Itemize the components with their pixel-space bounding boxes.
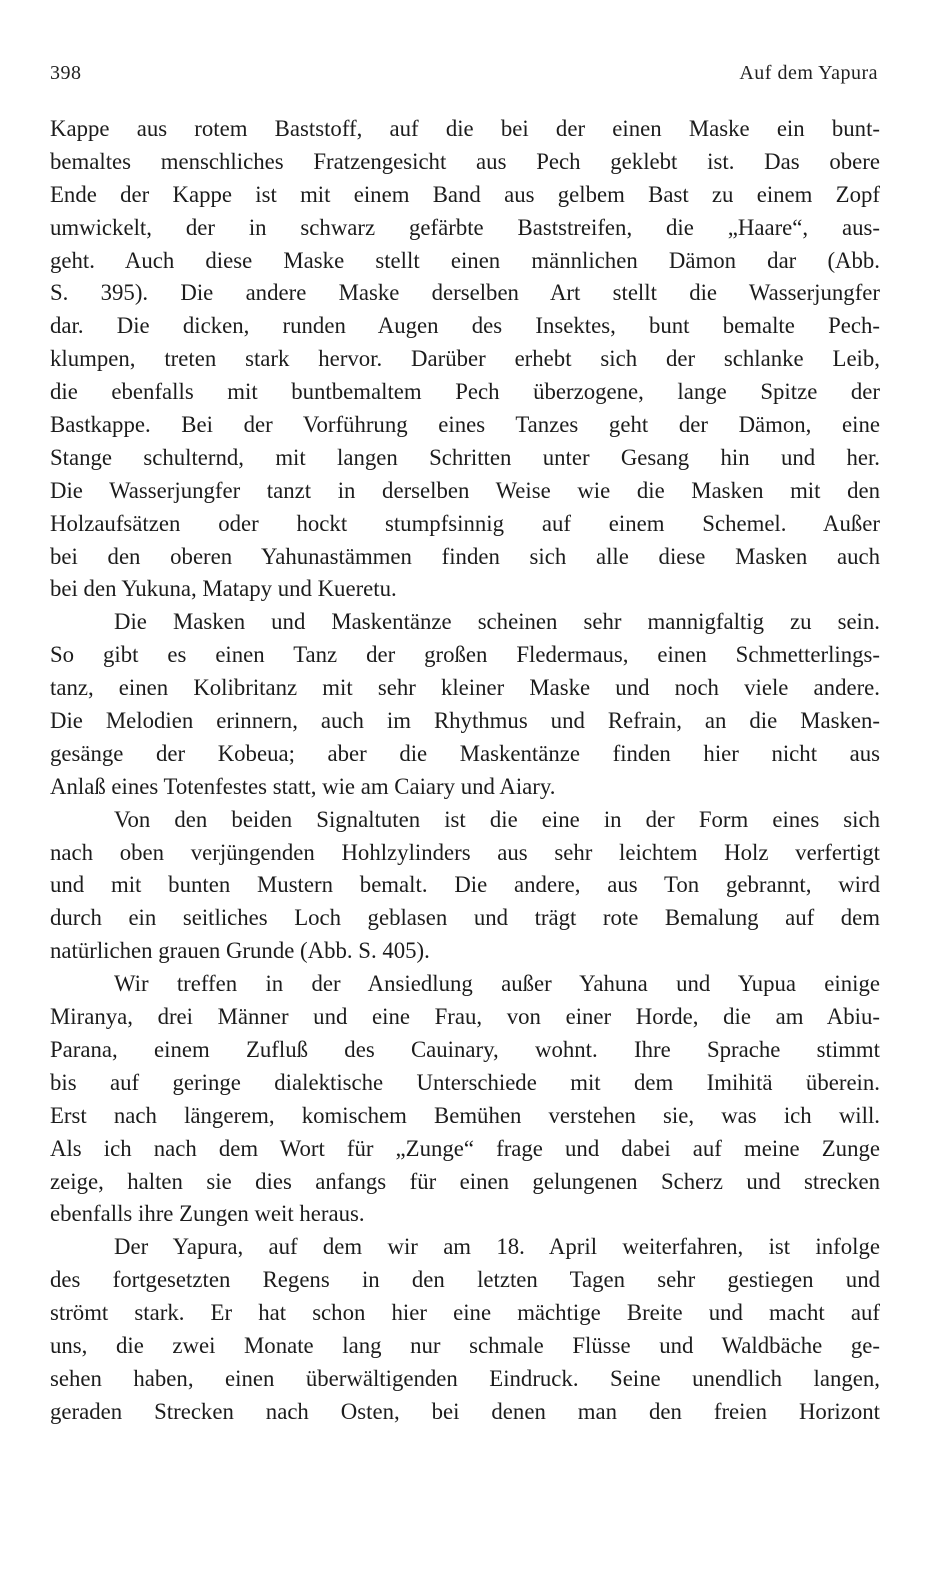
text-line: Bastkappe. Bei der Vorführung eines Tanzes geht der Dämon, eine [50, 412, 880, 438]
paragraph [50, 606, 880, 803]
text-line: die ebenfalls mit buntbemaltem Pech überzogene, lange Spitze der [50, 379, 880, 405]
text-line: geraden Strecken nach Osten, bei denen man den freien Horizont [50, 1398, 880, 1424]
text-line: geht. Auch diese Maske stellt einen männlichen Dämon dar (Abb. [50, 247, 880, 273]
paragraph [50, 1231, 880, 1428]
text-line: durch ein seitliches Loch geblasen und trägt rote Bemalung auf dem [50, 905, 880, 931]
text-line: natürlichen grauen Grunde (Abb. S. 405). [50, 938, 430, 964]
text-line: umwickelt, der in schwarz gefärbte Baststreifen, die „Haare“, aus- [50, 214, 880, 240]
body-text [50, 113, 880, 1429]
paragraph [50, 968, 880, 1231]
text-line: Anlaß eines Totenfestes statt, wie am Caiary und Aiary. [50, 773, 556, 799]
text-line: tanz, einen Kolibritanz mit sehr kleiner Maske und noch viele andere. [50, 675, 880, 701]
text-line: S. 395). Die andere Maske derselben Art stellt die Wasserjungfer [50, 280, 880, 306]
text-line: bei den oberen Yahunastämmen finden sich alle diese Masken auch [50, 543, 880, 569]
text-line: des fortgesetzten Regens in den letzten Tagen sehr gestiegen und [50, 1267, 880, 1293]
running-head: Auf dem Yapura [739, 62, 878, 84]
text-line: Die Melodien erinnern, auch im Rhythmus und Refrain, an die Masken- [50, 708, 880, 734]
text-line: Die Masken und Maskentänze scheinen sehr mannigfaltig zu sein. [114, 609, 880, 635]
page-number: 398 [50, 62, 82, 84]
paragraph [50, 113, 880, 606]
text-line: ebenfalls ihre Zungen weit heraus. [50, 1201, 365, 1227]
text-line: und mit bunten Mustern bemalt. Die andere, aus Ton gebrannt, wird [50, 872, 880, 898]
text-line: Parana, einem Zufluß des Cauinary, wohnt. Ihre Sprache stimmt [50, 1036, 880, 1062]
text-line: Kappe aus rotem Baststoff, auf die bei der einen Maske ein bunt- [50, 116, 880, 141]
text-line: gesänge der Kobeua; aber die Maskentänze finden hier nicht aus [50, 740, 880, 766]
text-line: uns, die zwei Monate lang nur schmale Flüsse und Waldbäche ge- [50, 1332, 880, 1358]
text-line: sehen haben, einen überwältigenden Eindruck. Seine unendlich langen, [50, 1365, 880, 1391]
text-line: So gibt es einen Tanz der großen Fledermaus, einen Schmetterlings- [50, 642, 880, 668]
text-line: Wir treffen in der Ansiedlung außer Yahuna und Yupua einige [114, 971, 880, 997]
text-line: bis auf geringe dialektische Unterschiede mit dem Imihitä überein. [50, 1069, 880, 1095]
text-line: bemaltes menschliches Fratzengesicht aus Pech geklebt ist. Das obere [50, 148, 880, 174]
page-header [50, 62, 878, 90]
text-line: zeige, halten sie dies anfangs für einen gelungenen Scherz und strecken [50, 1168, 880, 1194]
text-line: Ende der Kappe ist mit einem Band aus gelbem Bast zu einem Zopf [50, 181, 880, 207]
text-line: bei den Yukuna, Matapy und Kueretu. [50, 576, 397, 602]
text-line: nach oben verjüngenden Hohlzylinders aus sehr leichtem Holz verfertigt [50, 839, 880, 865]
text-line: Stange schulternd, mit langen Schritten unter Gesang hin und her. [50, 444, 880, 470]
text-line: Die Wasserjungfer tanzt in derselben Weise wie die Masken mit den [50, 477, 880, 503]
text-line: Erst nach längerem, komischem Bemühen verstehen sie, was ich will. [50, 1102, 880, 1128]
text-line: dar. Die dicken, runden Augen des Insektes, bunt bemalte Pech- [50, 313, 880, 339]
text-line: Der Yapura, auf dem wir am 18. April weiterfahren, ist infolge [114, 1234, 880, 1260]
text-line: Miranya, drei Männer und eine Frau, von einer Horde, die am Abiu- [50, 1004, 880, 1030]
text-line: Als ich nach dem Wort für „Zunge“ frage und dabei auf meine Zunge [50, 1135, 880, 1161]
text-line: strömt stark. Er hat schon hier eine mächtige Breite und macht auf [50, 1300, 880, 1326]
paragraph [50, 804, 880, 968]
text-line: Holzaufsätzen oder hockt stumpfsinnig auf einem Schemel. Außer [50, 510, 880, 536]
text-line: klumpen, treten stark hervor. Darüber erhebt sich der schlanke Leib, [50, 346, 880, 372]
text-line: Von den beiden Signaltuten ist die eine in der Form eines sich [114, 806, 880, 832]
